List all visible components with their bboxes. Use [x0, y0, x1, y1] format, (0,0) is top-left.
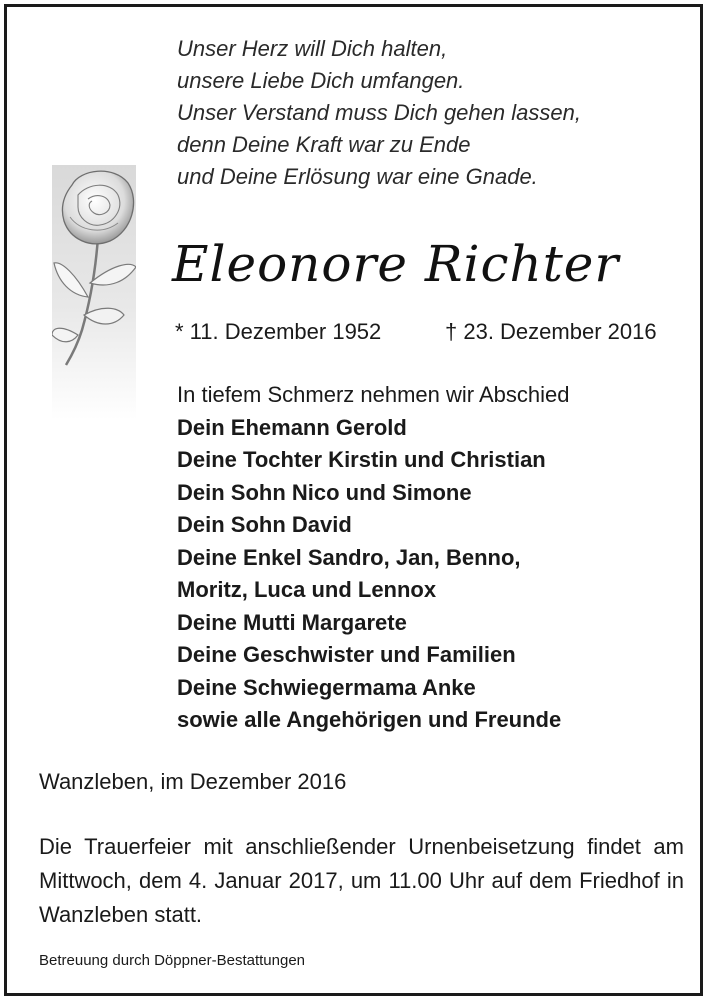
poem [177, 33, 657, 193]
poem-line: und Deine Erlösung war eine Gnade. [177, 164, 538, 189]
mourner-line: Deine Geschwister und Familien [177, 642, 516, 667]
poem-line: denn Deine Kraft war zu Ende [177, 132, 471, 157]
mourner-line: sowie alle Angehörigen und Freunde [177, 707, 562, 732]
place-and-date: Wanzleben, im Dezember 2016 [39, 769, 347, 794]
poem-line: unsere Liebe Dich umfangen. [177, 68, 465, 93]
mourner-line: Moritz, Luca und Lennox [177, 577, 437, 602]
mourner-line: Dein Sohn Nico und Simone [177, 479, 472, 505]
poem-line: Unser Herz will Dich halten, [177, 36, 448, 61]
mourner-line: Deine Schwiegermama Anke [177, 674, 476, 700]
mourner-line: Deine Tochter Kirstin und Christian [177, 447, 546, 472]
mourner-line: Deine Mutti Margarete [177, 609, 407, 635]
mourners-list [177, 379, 697, 737]
rose-icon [52, 165, 136, 420]
poem-line: Unser Verstand muss Dich gehen lassen, [177, 100, 581, 125]
farewell-intro: In tiefem Schmerz nehmen wir Abschied [177, 382, 570, 407]
obituary-frame [4, 4, 703, 996]
funeral-home-credit: Betreuung durch Döppner-Bestattungen [39, 952, 306, 969]
mourner-line: Deine Enkel Sandro, Jan, Benno, [177, 544, 521, 570]
mourner-line: Dein Ehemann Gerold [177, 414, 407, 440]
deceased-name: Eleonore Richter [172, 235, 620, 293]
mourner-line: Dein Sohn David [177, 512, 352, 537]
death-date: † 23. Dezember 2016 [445, 319, 657, 344]
birth-date: * 11. Dezember 1952 [175, 319, 382, 344]
ceremony-notice: Die Trauerfeier mit anschließender Urnenbeisetzung findet am Mittwoch, dem 4. Januar 2017, um 11.00 Uhr auf dem Friedhof in Wanzleben statt. [39, 834, 684, 927]
